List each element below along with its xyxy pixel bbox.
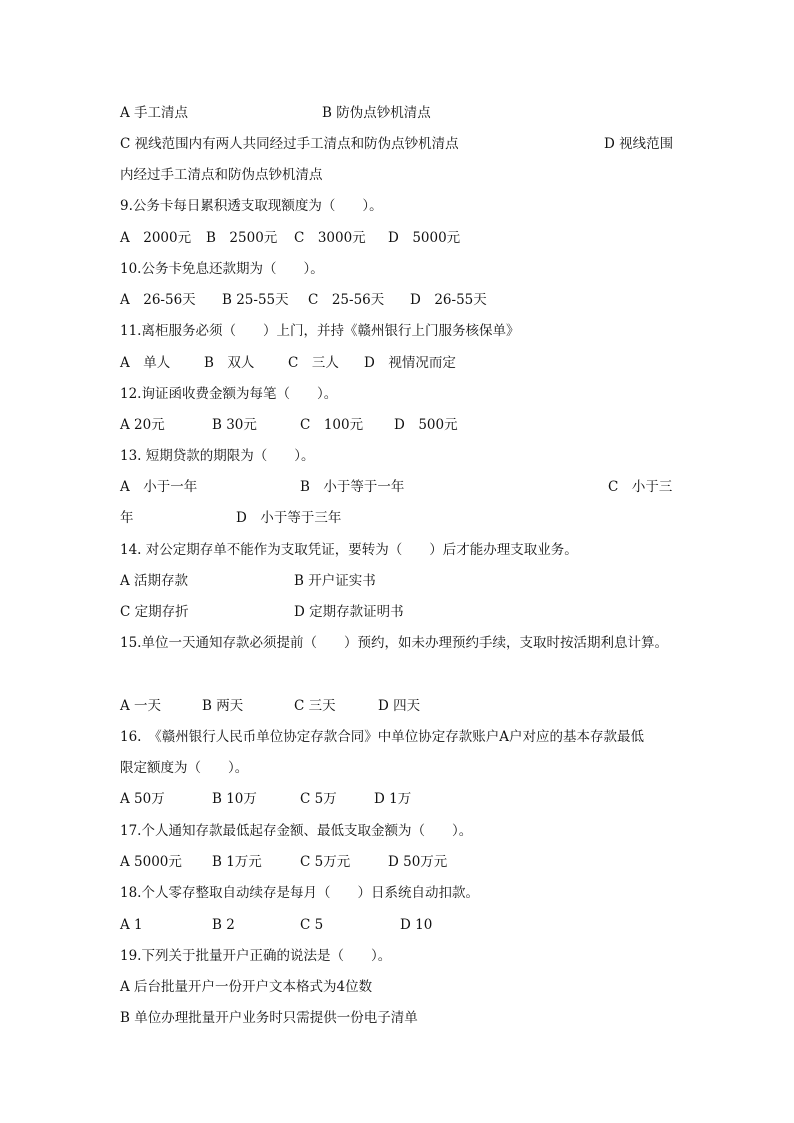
q18-question: 18.个人零存整取自动续存是每月（ ）日系统自动扣款。 bbox=[120, 885, 479, 901]
q10-option-c: C 25-56天 bbox=[308, 292, 385, 308]
q12-option-c: C 100元 bbox=[300, 417, 364, 433]
q8-option-a: A 手工清点 bbox=[120, 105, 189, 121]
q19-option-a: A 后台批量开户一份开户文本格式为4位数 bbox=[120, 979, 373, 995]
q16-question: 16. 《赣州银行人民币单位协定存款合同》中单位协定存款账户A户对应的基本存款最低 bbox=[120, 729, 644, 745]
q17-option-c: C 5万元 bbox=[300, 854, 351, 870]
q9-option-d: D 5000元 bbox=[388, 230, 461, 246]
q10-option-a: A 26-56天 bbox=[120, 292, 196, 308]
q15-option-a: A 一天 bbox=[120, 698, 162, 714]
q17-option-d: D 50万元 bbox=[388, 854, 448, 870]
q11-option-d: D 视情况而定 bbox=[364, 355, 456, 371]
q16-question-continued: 限定额度为（ ）。 bbox=[120, 760, 249, 776]
q9-option-b: B 2500元 bbox=[206, 230, 278, 246]
q16-option-d: D 1万 bbox=[374, 791, 412, 807]
q13-option-c-continued: 年 bbox=[120, 510, 134, 526]
q16-option-a: A 50万 bbox=[120, 791, 165, 807]
q9-option-c: C 3000元 bbox=[294, 230, 366, 246]
q13-question: 13. 短期贷款的期限为（ ）。 bbox=[120, 448, 315, 464]
q13-option-d: D 小于等于三年 bbox=[236, 510, 342, 526]
q16-option-c: C 5万 bbox=[300, 791, 337, 807]
q15-option-d: D 四天 bbox=[378, 698, 421, 714]
q18-option-b: B 2 bbox=[212, 917, 235, 933]
q10-option-b: B 25-55天 bbox=[222, 292, 289, 308]
q8-option-c: C 视线范围内有两人共同经过手工清点和防伪点钞机清点 bbox=[120, 136, 459, 152]
q12-option-d: D 500元 bbox=[394, 417, 458, 433]
q19-option-b: B 单位办理批量开户业务时只需提供一份电子清单 bbox=[120, 1010, 418, 1026]
q12-option-a: A 20元 bbox=[120, 417, 165, 433]
q11-question: 11.离柜服务必须（ ）上门，并持《赣州银行上门服务核保单》 bbox=[120, 323, 520, 339]
q11-option-c: C 三人 bbox=[288, 355, 339, 371]
q16-option-b: B 10万 bbox=[212, 791, 257, 807]
q10-option-d: D 26-55天 bbox=[410, 292, 487, 308]
q12-question: 12.询证函收费金额为每笔（ ）。 bbox=[120, 386, 338, 402]
q9-option-a: A 2000元 bbox=[120, 230, 192, 246]
q13-option-c: C 小于三 bbox=[608, 479, 673, 495]
q12-option-b: B 30元 bbox=[212, 417, 257, 433]
q11-option-b: B 双人 bbox=[204, 355, 255, 371]
q14-option-b: B 开户证实书 bbox=[294, 573, 376, 589]
q8-option-d-continued: 内经过手工清点和防伪点钞机清点 bbox=[120, 167, 323, 183]
q18-option-a: A 1 bbox=[120, 917, 143, 933]
q13-option-a: A 小于一年 bbox=[120, 479, 198, 495]
q14-option-c: C 定期存折 bbox=[120, 604, 189, 620]
q13-option-b: B 小于等于一年 bbox=[300, 479, 405, 495]
q19-question: 19.下列关于批量开户正确的说法是（ ）。 bbox=[120, 948, 392, 964]
q17-question: 17.个人通知存款最低起存金额、最低支取金额为（ ）。 bbox=[120, 823, 473, 839]
q8-option-b: B 防伪点钞机清点 bbox=[322, 105, 431, 121]
q17-option-a: A 5000元 bbox=[120, 854, 182, 870]
q8-option-d: D 视线范围 bbox=[604, 136, 674, 152]
q17-option-b: B 1万元 bbox=[212, 854, 262, 870]
q10-question: 10.公务卡免息还款期为（ ）。 bbox=[120, 261, 324, 277]
q15-option-b: B 两天 bbox=[202, 698, 244, 714]
q15-question: 15.单位一天通知存款必须提前（ ）预约，如未办理预约手续，支取时按活期利息计算。 bbox=[120, 635, 668, 651]
q11-option-a: A 单人 bbox=[120, 355, 171, 371]
q14-option-d: D 定期存款证明书 bbox=[294, 604, 404, 620]
q18-option-d: D 10 bbox=[400, 917, 433, 933]
q14-option-a: A 活期存款 bbox=[120, 573, 189, 589]
q18-option-c: C 5 bbox=[300, 917, 324, 933]
q14-question: 14. 对公定期存单不能作为支取凭证，要转为（ ）后才能办理支取业务。 bbox=[120, 542, 578, 558]
q15-option-c: C 三天 bbox=[294, 698, 336, 714]
q9-question: 9.公务卡每日累积透支取现额度为（ ）。 bbox=[120, 198, 383, 214]
